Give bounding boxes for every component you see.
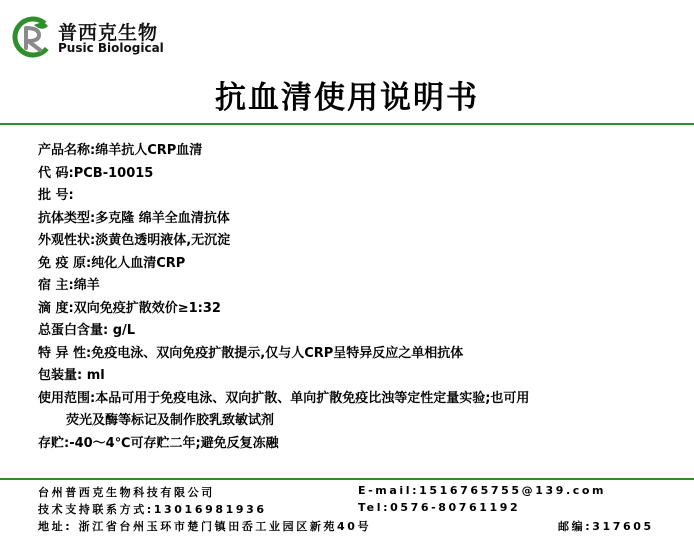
company-name: 台州普西克生物科技有限公司 — [38, 486, 215, 499]
field-batch-number: 批 号: — [38, 188, 74, 203]
footer-row — [38, 484, 678, 501]
contact-footer — [38, 484, 678, 535]
field-host: 宿 主:绵羊 — [38, 278, 100, 293]
field-total-protein: 总蛋白含量: g/L — [38, 323, 136, 338]
header-divider — [0, 123, 694, 125]
field-storage: 存贮:-40～4℃可存贮二年;避免反复冻融 — [38, 435, 279, 451]
field-application-continued: 荧光及酶等标记及制作胶乳致敏试剂 — [66, 413, 275, 428]
company-tel: Tel:0576-80761192 — [358, 501, 521, 514]
field-application: 使用范围:本品可用于免疫电泳、双向扩散、单向扩散免疫比浊等定性定量实验;也可用 — [38, 390, 530, 406]
document-title: 抗血清使用说明书 — [215, 80, 479, 116]
footer-divider — [0, 478, 694, 480]
footer-row — [38, 501, 678, 518]
product-spec-list — [38, 140, 678, 455]
field-specificity: 特 异 性:免疫电泳、双向免疫扩散提示,仅与人CRP呈特异反应之单相抗体 — [38, 345, 464, 361]
logo-name-english: Pusic Biological — [58, 41, 164, 55]
field-antibody-type: 抗体类型:多克隆 绵羊全血清抗体 — [38, 210, 230, 226]
field-code: 代 码:PCB-10015 — [38, 165, 154, 181]
company-logo — [12, 16, 172, 58]
company-address: 地址: 浙江省台州玉环市楚门镇田岙工业园区新苑40号 — [38, 520, 372, 533]
pusic-leaf-logo-icon — [12, 16, 54, 58]
field-package-size: 包装量: ml — [38, 368, 105, 383]
company-email: E-mail:1516765755@139.com — [358, 484, 607, 497]
support-phone: 技术支持联系方式:13016981936 — [38, 503, 267, 516]
postcode: 邮编:317605 — [558, 520, 654, 533]
field-appearance: 外观性状:淡黄色透明液体,无沉淀 — [38, 233, 231, 248]
field-immunogen: 免 疫 原:纯化人血清CRP — [38, 255, 186, 271]
field-product-name: 产品名称:绵羊抗人CRP血清 — [38, 143, 203, 158]
logo-name-chinese: 普西克生物 — [58, 22, 159, 44]
field-titer: 滴 度:双向免疫扩散效价≥1:32 — [38, 300, 221, 316]
footer-row — [38, 518, 678, 535]
